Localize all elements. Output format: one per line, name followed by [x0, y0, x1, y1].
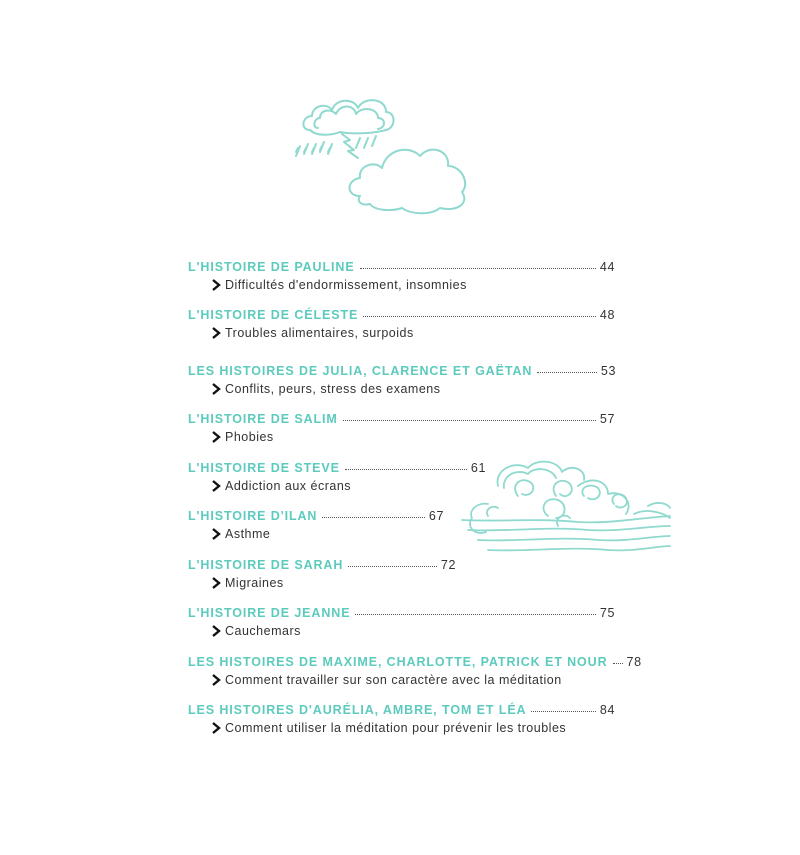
toc-entry-title: LES HISTOIRES DE JULIA, CLARENCE ET GAËTAN	[188, 364, 533, 378]
toc-entry-page: 44	[599, 260, 615, 274]
dot-leader	[345, 469, 467, 470]
toc-entry-subtitle: Difficultés d'endormissement, insomnies	[225, 278, 467, 292]
toc-entry-subtitle: Phobies	[225, 430, 274, 444]
toc-entry	[188, 260, 615, 292]
chevron-right-icon	[211, 327, 221, 339]
toc-entry-subtitle: Migraines	[225, 576, 284, 590]
chevron-right-icon	[211, 674, 221, 686]
toc-entry-title: L'HISTOIRE DE STEVE	[188, 461, 340, 475]
dot-leader	[613, 663, 623, 664]
chevron-right-icon	[211, 625, 221, 637]
chevron-right-icon	[211, 528, 221, 540]
toc-entry-title: L'HISTOIRE DE SARAH	[188, 558, 344, 572]
toc-entry	[188, 558, 456, 590]
dot-leader	[531, 711, 595, 712]
toc-entry-subtitle: Asthme	[225, 527, 271, 541]
toc-entry-page: 84	[599, 703, 615, 717]
toc-entry-subtitle: Addiction aux écrans	[225, 479, 352, 493]
toc-entry-title: LES HISTOIRES D'AURÉLIA, AMBRE, TOM ET LÉA	[188, 703, 527, 717]
dot-leader	[537, 372, 597, 373]
dot-leader	[322, 517, 425, 518]
dot-leader	[355, 614, 595, 615]
toc-entry-title: L'HISTOIRE DE SALIM	[188, 412, 338, 426]
toc-entry-page: 61	[470, 461, 486, 475]
toc-entry-page: 75	[599, 606, 615, 620]
dot-leader	[348, 566, 437, 567]
chevron-right-icon	[211, 480, 221, 492]
toc-entry-page: 67	[428, 509, 444, 523]
toc-entry-title: L'HISTOIRE DE PAULINE	[188, 260, 355, 274]
toc-entry-title: LES HISTOIRES DE MAXIME, CHARLOTTE, PATRICK ET NOUR	[188, 655, 608, 669]
toc-entry-subtitle: Conflits, peurs, stress des examens	[225, 382, 441, 396]
dot-leader	[343, 420, 596, 421]
toc-entry-subtitle: Cauchemars	[225, 624, 301, 638]
toc-entry-title: L'HISTOIRE DE CÉLESTE	[188, 308, 359, 322]
toc-entry-page: 72	[440, 558, 456, 572]
chevron-right-icon	[211, 431, 221, 443]
toc-entry	[188, 655, 642, 687]
toc-entry-page: 57	[599, 412, 615, 426]
dot-leader	[363, 316, 596, 317]
toc-entry-subtitle: Troubles alimentaires, surpoids	[225, 326, 414, 340]
toc-entry	[188, 412, 615, 444]
toc-entry	[188, 703, 615, 735]
chevron-right-icon	[211, 722, 221, 734]
toc-entry	[188, 509, 444, 541]
toc-entry-page: 78	[626, 655, 642, 669]
dot-leader	[360, 268, 596, 269]
toc-entry-title: L'HISTOIRE DE JEANNE	[188, 606, 351, 620]
toc-entry-subtitle: Comment travailler sur son caractère avec la méditation	[225, 673, 562, 687]
toc-entry	[188, 364, 616, 396]
chevron-right-icon	[211, 279, 221, 291]
chevron-right-icon	[211, 577, 221, 589]
chevron-right-icon	[211, 383, 221, 395]
toc-entry	[188, 308, 615, 340]
toc-entry	[188, 461, 486, 493]
toc-entry	[188, 606, 615, 638]
toc-entry-page: 48	[599, 308, 615, 322]
toc-entry-title: L'HISTOIRE D'ILAN	[188, 509, 318, 523]
toc-entry-subtitle: Comment utiliser la méditation pour prévenir les troubles	[225, 721, 567, 735]
toc-entry-page: 53	[600, 364, 616, 378]
